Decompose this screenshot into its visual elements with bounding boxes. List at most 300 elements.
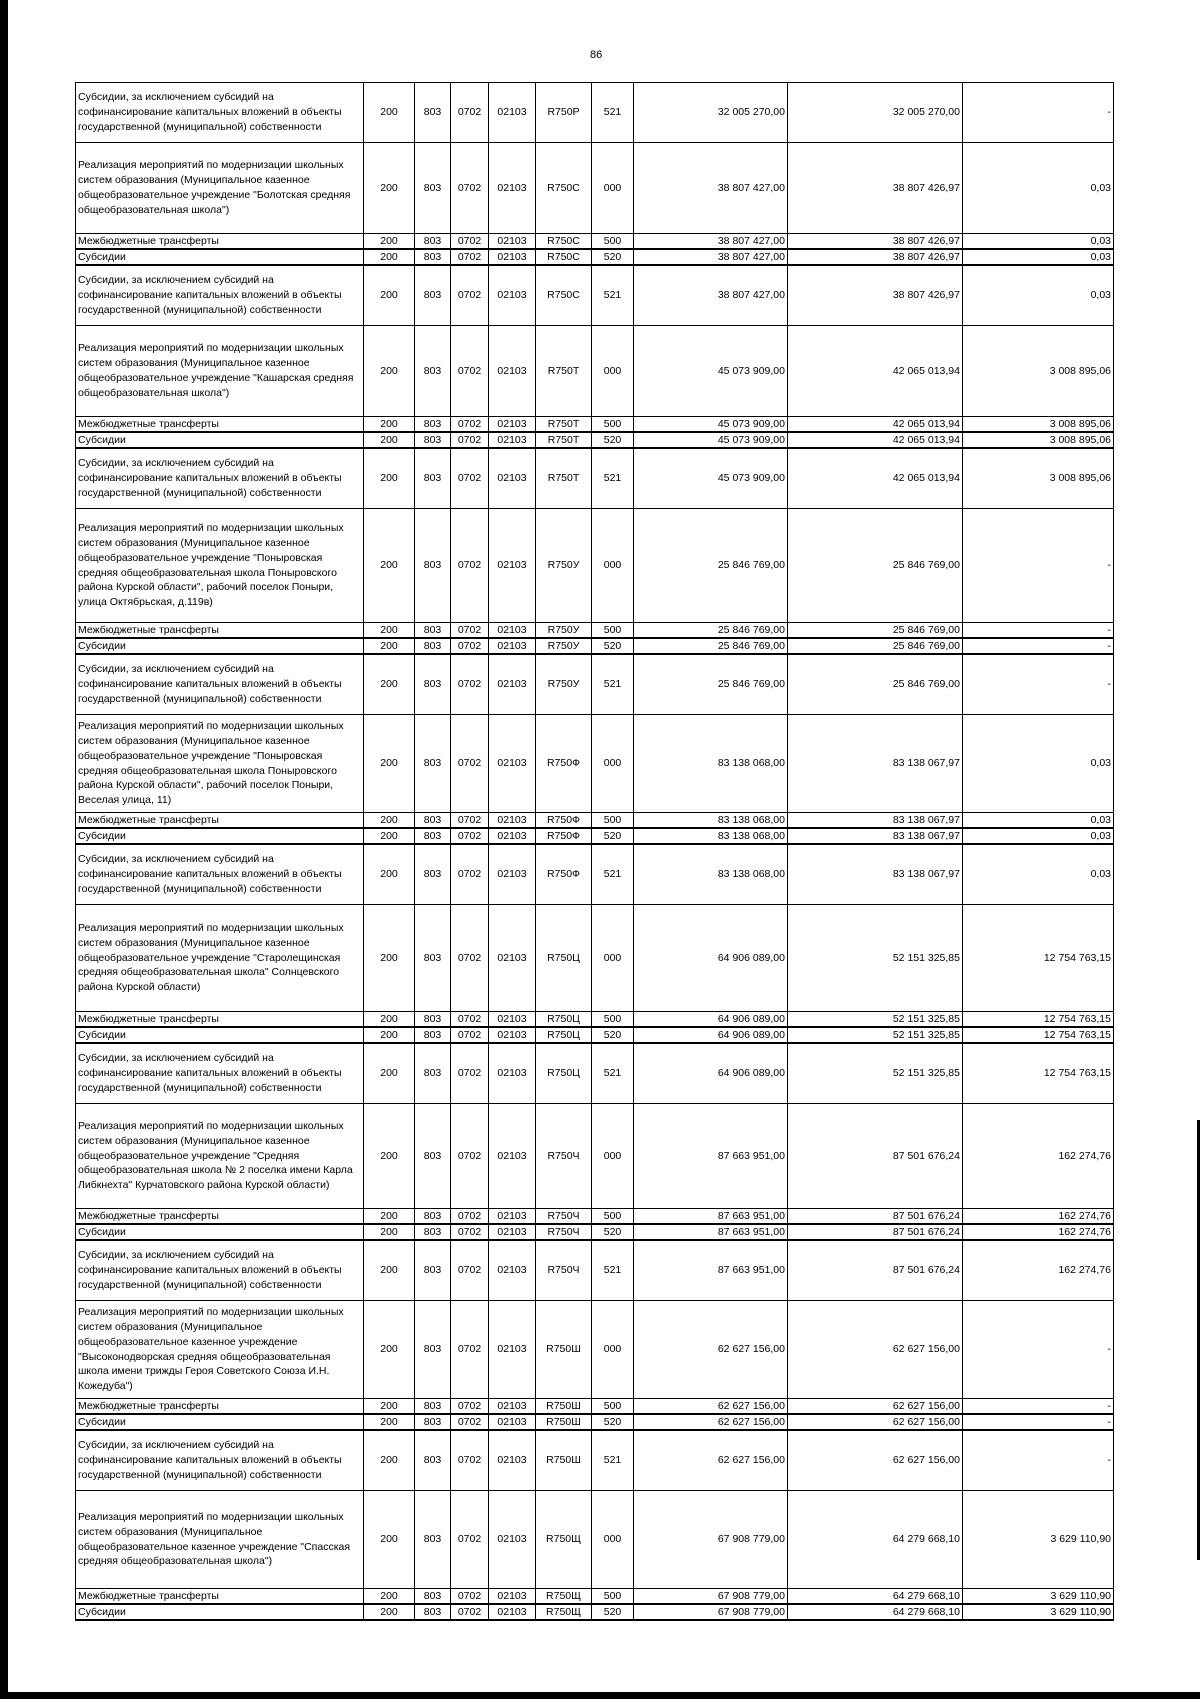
expense-type-code: 000	[592, 1491, 634, 1589]
section-code: 0702	[451, 1430, 489, 1491]
table-row	[76, 715, 1114, 813]
section-code: 0702	[451, 1399, 489, 1415]
scan-border-left	[0, 0, 8, 1699]
table-row	[76, 1224, 1114, 1240]
expense-type-code: 000	[592, 1104, 634, 1209]
table-row	[76, 1209, 1114, 1225]
program-code: 02103	[489, 828, 536, 844]
amount-remaining: -	[963, 638, 1114, 654]
code-803: 803	[415, 844, 451, 905]
table-row	[76, 1027, 1114, 1043]
amount-remaining: -	[963, 623, 1114, 639]
program-code: 02103	[489, 1430, 536, 1491]
expense-type-code: 500	[592, 1589, 634, 1605]
section-code: 0702	[451, 1414, 489, 1430]
code-803: 803	[415, 143, 451, 234]
amount-approved: 62 627 156,00	[634, 1399, 788, 1415]
table-row	[76, 905, 1114, 1012]
program-code: 02103	[489, 1104, 536, 1209]
amount-remaining: 3 629 110,90	[963, 1491, 1114, 1589]
table-row	[76, 844, 1114, 905]
code-803: 803	[415, 1414, 451, 1430]
program-code: 02103	[489, 1240, 536, 1301]
code-803: 803	[415, 326, 451, 417]
program-code: 02103	[489, 1491, 536, 1589]
code-200: 200	[364, 1012, 415, 1028]
program-code: 02103	[489, 249, 536, 265]
code-200: 200	[364, 638, 415, 654]
amount-approved: 64 906 089,00	[634, 1043, 788, 1104]
expense-type-code: 521	[592, 265, 634, 326]
row-name: Субсидии, за исключением субсидий на софинансирование капитальных вложений в объекты государственной (муниципальной) собственности	[76, 1430, 364, 1491]
amount-executed: 87 501 676,24	[788, 1224, 963, 1240]
amount-remaining: 0,03	[963, 715, 1114, 813]
amount-remaining: -	[963, 1399, 1114, 1415]
amount-executed: 87 501 676,24	[788, 1209, 963, 1225]
row-name: Субсидии	[76, 1604, 364, 1620]
row-name: Межбюджетные трансферты	[76, 1399, 364, 1415]
expense-type-code: 520	[592, 1414, 634, 1430]
table-row	[76, 1589, 1114, 1605]
target-code: R750Ш	[536, 1414, 592, 1430]
amount-executed: 42 065 013,94	[788, 448, 963, 509]
section-code: 0702	[451, 654, 489, 715]
code-803: 803	[415, 249, 451, 265]
section-code: 0702	[451, 623, 489, 639]
table-row	[76, 83, 1114, 143]
amount-approved: 62 627 156,00	[634, 1414, 788, 1430]
program-code: 02103	[489, 143, 536, 234]
target-code: R750C	[536, 265, 592, 326]
row-name: Субсидии, за исключением субсидий на софинансирование капитальных вложений в объекты государственной (муниципальной) собственности	[76, 265, 364, 326]
target-code: R750Ф	[536, 844, 592, 905]
program-code: 02103	[489, 1604, 536, 1620]
expense-type-code: 000	[592, 1301, 634, 1399]
expense-type-code: 500	[592, 234, 634, 250]
code-803: 803	[415, 265, 451, 326]
table-row	[76, 828, 1114, 844]
amount-approved: 25 846 769,00	[634, 509, 788, 623]
amount-approved: 87 663 951,00	[634, 1240, 788, 1301]
row-name: Межбюджетные трансферты	[76, 1589, 364, 1605]
program-code: 02103	[489, 265, 536, 326]
program-code: 02103	[489, 1414, 536, 1430]
section-code: 0702	[451, 448, 489, 509]
code-200: 200	[364, 234, 415, 250]
code-200: 200	[364, 1027, 415, 1043]
section-code: 0702	[451, 1491, 489, 1589]
target-code: R750T	[536, 448, 592, 509]
section-code: 0702	[451, 1589, 489, 1605]
row-name: Субсидии	[76, 432, 364, 448]
target-code: R750T	[536, 432, 592, 448]
section-code: 0702	[451, 828, 489, 844]
amount-executed: 38 807 426,97	[788, 265, 963, 326]
target-code: R750Ц	[536, 905, 592, 1012]
amount-executed: 42 065 013,94	[788, 432, 963, 448]
amount-approved: 45 073 909,00	[634, 432, 788, 448]
code-200: 200	[364, 1399, 415, 1415]
target-code: R750C	[536, 234, 592, 250]
expense-type-code: 000	[592, 143, 634, 234]
amount-approved: 87 663 951,00	[634, 1224, 788, 1240]
program-code: 02103	[489, 715, 536, 813]
row-name: Реализация мероприятий по модернизации школьных систем образования (Муниципальное казенное общеобразовательное учреждение "Поныровская средняя общеобразовательная школа Поныровского района Курской области", рабочий поселок Поныри, улица Октябрьская, д.119в)	[76, 509, 364, 623]
code-803: 803	[415, 1224, 451, 1240]
section-code: 0702	[451, 1301, 489, 1399]
expense-type-code: 521	[592, 83, 634, 143]
program-code: 02103	[489, 1012, 536, 1028]
expense-type-code: 520	[592, 828, 634, 844]
amount-remaining: 0,03	[963, 828, 1114, 844]
amount-executed: 38 807 426,97	[788, 234, 963, 250]
expense-type-code: 521	[592, 844, 634, 905]
expense-type-code: 500	[592, 1209, 634, 1225]
amount-approved: 38 807 427,00	[634, 234, 788, 250]
target-code: R750Ф	[536, 715, 592, 813]
program-code: 02103	[489, 1209, 536, 1225]
code-803: 803	[415, 417, 451, 433]
section-code: 0702	[451, 509, 489, 623]
amount-remaining: 162 274,76	[963, 1224, 1114, 1240]
amount-remaining: -	[963, 83, 1114, 143]
amount-executed: 52 151 325,85	[788, 905, 963, 1012]
target-code: R750Ш	[536, 1399, 592, 1415]
amount-remaining: 0,03	[963, 249, 1114, 265]
amount-remaining: 12 754 763,15	[963, 1012, 1114, 1028]
amount-approved: 83 138 068,00	[634, 828, 788, 844]
section-code: 0702	[451, 432, 489, 448]
amount-remaining: -	[963, 654, 1114, 715]
amount-approved: 83 138 068,00	[634, 844, 788, 905]
program-code: 02103	[489, 1224, 536, 1240]
section-code: 0702	[451, 234, 489, 250]
code-803: 803	[415, 813, 451, 829]
expense-type-code: 521	[592, 1240, 634, 1301]
amount-remaining: -	[963, 509, 1114, 623]
section-code: 0702	[451, 715, 489, 813]
code-200: 200	[364, 417, 415, 433]
code-200: 200	[364, 1043, 415, 1104]
amount-approved: 45 073 909,00	[634, 448, 788, 509]
section-code: 0702	[451, 1209, 489, 1225]
target-code: R750Щ	[536, 1589, 592, 1605]
amount-executed: 38 807 426,97	[788, 143, 963, 234]
target-code: R750Щ	[536, 1491, 592, 1589]
amount-executed: 62 627 156,00	[788, 1430, 963, 1491]
amount-remaining: 0,03	[963, 143, 1114, 234]
amount-executed: 83 138 067,97	[788, 813, 963, 829]
amount-executed: 38 807 426,97	[788, 249, 963, 265]
scan-border-bottom	[0, 1692, 1200, 1699]
amount-approved: 38 807 427,00	[634, 265, 788, 326]
code-803: 803	[415, 623, 451, 639]
amount-approved: 64 906 089,00	[634, 1012, 788, 1028]
row-name: Субсидии, за исключением субсидий на софинансирование капитальных вложений в объекты государственной (муниципальной) собственности	[76, 1043, 364, 1104]
section-code: 0702	[451, 1240, 489, 1301]
row-name: Реализация мероприятий по модернизации школьных систем образования (Муниципальное общеобразовательное казенное учреждение "Спасская средняя общеобразовательная школа")	[76, 1491, 364, 1589]
code-803: 803	[415, 234, 451, 250]
row-name: Субсидии	[76, 249, 364, 265]
row-name: Межбюджетные трансферты	[76, 813, 364, 829]
table-row	[76, 1414, 1114, 1430]
code-803: 803	[415, 638, 451, 654]
amount-executed: 64 279 668,10	[788, 1589, 963, 1605]
target-code: R750P	[536, 83, 592, 143]
target-code: R750C	[536, 249, 592, 265]
amount-executed: 83 138 067,97	[788, 844, 963, 905]
program-code: 02103	[489, 654, 536, 715]
expense-type-code: 521	[592, 1043, 634, 1104]
amount-executed: 52 151 325,85	[788, 1043, 963, 1104]
row-name: Межбюджетные трансферты	[76, 1209, 364, 1225]
code-803: 803	[415, 1301, 451, 1399]
code-200: 200	[364, 265, 415, 326]
amount-approved: 45 073 909,00	[634, 417, 788, 433]
table-row	[76, 623, 1114, 639]
code-200: 200	[364, 432, 415, 448]
amount-remaining: -	[963, 1301, 1114, 1399]
target-code: R750У	[536, 638, 592, 654]
table-body	[76, 83, 1114, 1621]
code-803: 803	[415, 83, 451, 143]
code-803: 803	[415, 1043, 451, 1104]
code-803: 803	[415, 1491, 451, 1589]
amount-executed: 64 279 668,10	[788, 1491, 963, 1589]
table-row	[76, 432, 1114, 448]
amount-remaining: 162 274,76	[963, 1209, 1114, 1225]
amount-executed: 62 627 156,00	[788, 1399, 963, 1415]
table-row	[76, 813, 1114, 829]
program-code: 02103	[489, 1043, 536, 1104]
code-803: 803	[415, 1604, 451, 1620]
code-803: 803	[415, 1589, 451, 1605]
amount-executed: 62 627 156,00	[788, 1301, 963, 1399]
expense-type-code: 520	[592, 1027, 634, 1043]
code-200: 200	[364, 623, 415, 639]
amount-remaining: 0,03	[963, 234, 1114, 250]
program-code: 02103	[489, 1399, 536, 1415]
target-code: R750T	[536, 326, 592, 417]
amount-executed: 83 138 067,97	[788, 828, 963, 844]
program-code: 02103	[489, 623, 536, 639]
row-name: Реализация мероприятий по модернизации школьных систем образования (Муниципальное казенное общеобразовательное учреждение "Старолещинская средняя общеобразовательная школа" Солнцевского района Курской области)	[76, 905, 364, 1012]
table-row	[76, 1012, 1114, 1028]
target-code: R750Щ	[536, 1604, 592, 1620]
code-803: 803	[415, 448, 451, 509]
amount-remaining: 0,03	[963, 265, 1114, 326]
amount-approved: 87 663 951,00	[634, 1209, 788, 1225]
row-name: Реализация мероприятий по модернизации школьных систем образования (Муниципальное казенное общеобразовательное учреждение "Болотская средняя общеобразовательная школа")	[76, 143, 364, 234]
program-code: 02103	[489, 83, 536, 143]
amount-remaining: 3 629 110,90	[963, 1589, 1114, 1605]
section-code: 0702	[451, 417, 489, 433]
target-code: R750У	[536, 509, 592, 623]
amount-approved: 38 807 427,00	[634, 249, 788, 265]
table-row	[76, 265, 1114, 326]
table-row	[76, 654, 1114, 715]
amount-approved: 87 663 951,00	[634, 1104, 788, 1209]
expense-type-code: 500	[592, 1399, 634, 1415]
row-name: Субсидии, за исключением субсидий на софинансирование капитальных вложений в объекты государственной (муниципальной) собственности	[76, 448, 364, 509]
amount-remaining: 3 629 110,90	[963, 1604, 1114, 1620]
amount-executed: 52 151 325,85	[788, 1027, 963, 1043]
amount-executed: 52 151 325,85	[788, 1012, 963, 1028]
code-803: 803	[415, 1012, 451, 1028]
target-code: R750Ш	[536, 1301, 592, 1399]
row-name: Реализация мероприятий по модернизации школьных систем образования (Муниципальное казенное общеобразовательное учреждение "Поныровская средняя общеобразовательная школа Поныровского района Курской области", рабочий поселок Поныри, Веселая улица, 11)	[76, 715, 364, 813]
section-code: 0702	[451, 905, 489, 1012]
table-row	[76, 249, 1114, 265]
expense-type-code: 000	[592, 326, 634, 417]
amount-executed: 25 846 769,00	[788, 638, 963, 654]
code-803: 803	[415, 828, 451, 844]
amount-approved: 45 073 909,00	[634, 326, 788, 417]
section-code: 0702	[451, 1027, 489, 1043]
code-200: 200	[364, 813, 415, 829]
expense-type-code: 520	[592, 1604, 634, 1620]
table-row	[76, 1301, 1114, 1399]
code-200: 200	[364, 1224, 415, 1240]
row-name: Субсидии	[76, 1414, 364, 1430]
table-row	[76, 638, 1114, 654]
section-code: 0702	[451, 844, 489, 905]
amount-remaining: 3 008 895,06	[963, 448, 1114, 509]
amount-remaining: 0,03	[963, 844, 1114, 905]
program-code: 02103	[489, 905, 536, 1012]
amount-executed: 62 627 156,00	[788, 1414, 963, 1430]
code-803: 803	[415, 432, 451, 448]
row-name: Реализация мероприятий по модернизации школьных систем образования (Муниципальное общеобразовательное казенное учреждение "Высоконодворская средняя общеобразовательная школа имени трижды Героя Советского Союза И.Н. Кожедуба")	[76, 1301, 364, 1399]
target-code: R750Ч	[536, 1209, 592, 1225]
program-code: 02103	[489, 432, 536, 448]
amount-approved: 38 807 427,00	[634, 143, 788, 234]
section-code: 0702	[451, 83, 489, 143]
code-200: 200	[364, 828, 415, 844]
expense-type-code: 500	[592, 417, 634, 433]
section-code: 0702	[451, 638, 489, 654]
section-code: 0702	[451, 1224, 489, 1240]
amount-remaining: 3 008 895,06	[963, 326, 1114, 417]
section-code: 0702	[451, 249, 489, 265]
row-name: Субсидии	[76, 638, 364, 654]
target-code: R750Ц	[536, 1012, 592, 1028]
row-name: Субсидии	[76, 1224, 364, 1240]
row-name: Межбюджетные трансферты	[76, 1012, 364, 1028]
table-row	[76, 143, 1114, 234]
amount-approved: 62 627 156,00	[634, 1301, 788, 1399]
amount-remaining: -	[963, 1414, 1114, 1430]
code-803: 803	[415, 509, 451, 623]
section-code: 0702	[451, 1604, 489, 1620]
table-row	[76, 1104, 1114, 1209]
table-row	[76, 417, 1114, 433]
code-200: 200	[364, 844, 415, 905]
row-name: Реализация мероприятий по модернизации школьных систем образования (Муниципальное казенное общеобразовательное учреждение "Средняя общеобразовательная школа № 2 поселка имени Карла Либкнехта" Курчатовского района Курской области)	[76, 1104, 364, 1209]
code-200: 200	[364, 1604, 415, 1620]
code-803: 803	[415, 1104, 451, 1209]
code-200: 200	[364, 143, 415, 234]
row-name: Реализация мероприятий по модернизации школьных систем образования (Муниципальное казенное общеобразовательное учреждение "Кашарская средняя общеобразовательная школа")	[76, 326, 364, 417]
expense-type-code: 500	[592, 623, 634, 639]
amount-remaining: 12 754 763,15	[963, 1027, 1114, 1043]
expense-type-code: 520	[592, 1224, 634, 1240]
expense-type-code: 521	[592, 1430, 634, 1491]
code-200: 200	[364, 448, 415, 509]
code-803: 803	[415, 1399, 451, 1415]
amount-remaining: 162 274,76	[963, 1104, 1114, 1209]
code-200: 200	[364, 1491, 415, 1589]
code-803: 803	[415, 715, 451, 813]
amount-executed: 42 065 013,94	[788, 326, 963, 417]
row-name: Субсидии, за исключением субсидий на софинансирование капитальных вложений в объекты государственной (муниципальной) собственности	[76, 1240, 364, 1301]
program-code: 02103	[489, 844, 536, 905]
code-200: 200	[364, 83, 415, 143]
program-code: 02103	[489, 326, 536, 417]
section-code: 0702	[451, 265, 489, 326]
row-name: Субсидии, за исключением субсидий на софинансирование капитальных вложений в объекты государственной (муниципальной) собственности	[76, 844, 364, 905]
amount-approved: 25 846 769,00	[634, 623, 788, 639]
target-code: R750Ф	[536, 813, 592, 829]
row-name: Межбюджетные трансферты	[76, 417, 364, 433]
section-code: 0702	[451, 326, 489, 417]
code-803: 803	[415, 654, 451, 715]
target-code: R750У	[536, 654, 592, 715]
page-number: 86	[590, 49, 603, 61]
code-803: 803	[415, 1240, 451, 1301]
target-code: R750У	[536, 623, 592, 639]
code-200: 200	[364, 1104, 415, 1209]
expense-type-code: 520	[592, 432, 634, 448]
code-200: 200	[364, 326, 415, 417]
amount-executed: 25 846 769,00	[788, 509, 963, 623]
amount-approved: 64 906 089,00	[634, 1027, 788, 1043]
row-name: Субсидии, за исключением субсидий на софинансирование капитальных вложений в объекты государственной (муниципальной) собственности	[76, 654, 364, 715]
amount-approved: 67 908 779,00	[634, 1491, 788, 1589]
amount-executed: 32 005 270,00	[788, 83, 963, 143]
program-code: 02103	[489, 813, 536, 829]
table-row	[76, 1604, 1114, 1620]
code-200: 200	[364, 1240, 415, 1301]
expense-type-code: 520	[592, 249, 634, 265]
program-code: 02103	[489, 234, 536, 250]
program-code: 02103	[489, 509, 536, 623]
amount-approved: 25 846 769,00	[634, 638, 788, 654]
target-code: R750Ш	[536, 1430, 592, 1491]
code-803: 803	[415, 905, 451, 1012]
row-name: Субсидии, за исключением субсидий на софинансирование капитальных вложений в объекты государственной (муниципальной) собственности	[76, 83, 364, 143]
amount-remaining: 0,03	[963, 813, 1114, 829]
expense-type-code: 000	[592, 509, 634, 623]
row-name: Межбюджетные трансферты	[76, 623, 364, 639]
program-code: 02103	[489, 448, 536, 509]
expense-type-code: 500	[592, 813, 634, 829]
expense-type-code: 521	[592, 654, 634, 715]
amount-executed: 42 065 013,94	[788, 417, 963, 433]
amount-remaining: 12 754 763,15	[963, 1043, 1114, 1104]
amount-approved: 25 846 769,00	[634, 654, 788, 715]
program-code: 02103	[489, 1027, 536, 1043]
table-row	[76, 1043, 1114, 1104]
table-row	[76, 1399, 1114, 1415]
code-803: 803	[415, 1209, 451, 1225]
code-200: 200	[364, 1301, 415, 1399]
row-name: Субсидии	[76, 1027, 364, 1043]
amount-executed: 83 138 067,97	[788, 715, 963, 813]
program-code: 02103	[489, 1589, 536, 1605]
row-name: Субсидии	[76, 828, 364, 844]
target-code: R750Ч	[536, 1240, 592, 1301]
